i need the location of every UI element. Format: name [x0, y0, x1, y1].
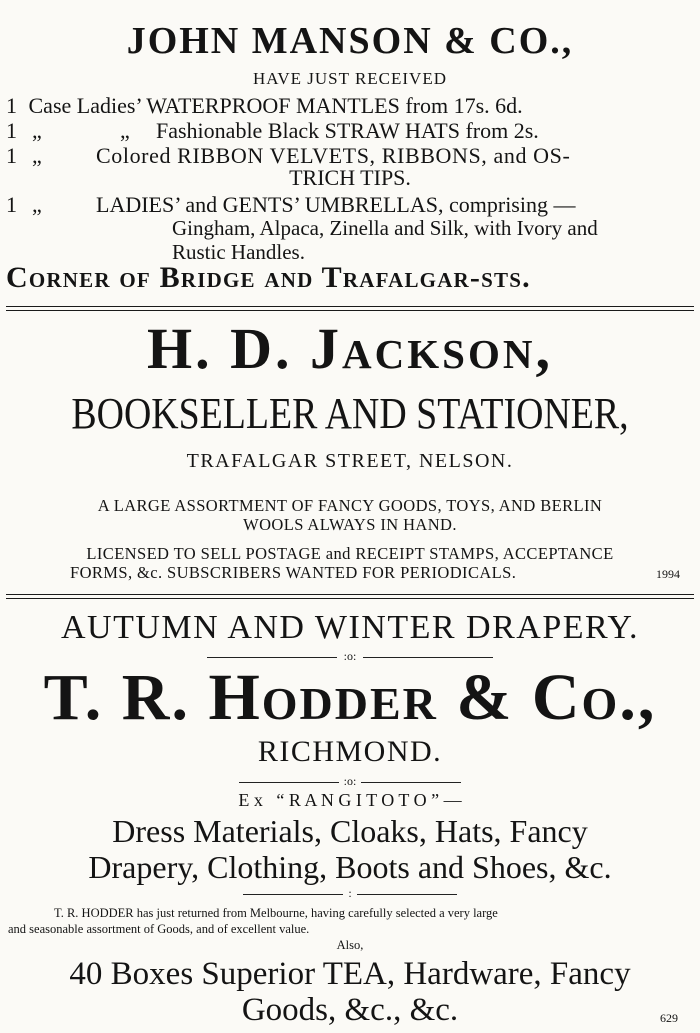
line-text: Colored RIBBON VELVETS, RIBBONS, and OS-: [96, 143, 571, 168]
hodder-headline: AUTUMN AND WINTER DRAPERY.: [60, 609, 639, 646]
ornament: :: [348, 886, 352, 900]
manson-line-3-continued: TRICH TIPS.: [289, 165, 411, 190]
manson-title: JOHN MANSON & CO.,: [126, 20, 574, 62]
hodder-ship-line: E x “ R A N G I T O T O ” —: [238, 790, 462, 810]
divider: [6, 594, 694, 599]
hodder-notice-continued: and seasonable assortment of Goods, and of excellent value.: [8, 922, 310, 936]
jackson-paragraph-1: A LARGE ASSORTMENT OF FANCY GOODS, TOYS, AND BERLIN: [97, 496, 603, 515]
manson-address: Corner of Bridge and Trafalgar-sts.: [6, 261, 531, 294]
line-qty: 1: [6, 143, 17, 168]
jackson-address: TRAFALGAR STREET, NELSON.: [186, 450, 514, 472]
ditto-mark: „: [120, 118, 130, 143]
line-qty: 1: [6, 93, 17, 118]
ornament-rule: [0, 774, 700, 788]
divider: [6, 306, 694, 311]
jackson-subtitle: BOOKSELLER AND STATIONER,: [71, 389, 629, 438]
ditto-mark: „: [32, 143, 42, 168]
line-text: LADIES’ and GENTS’ UMBRELLAS, comprising —: [96, 192, 576, 217]
hodder-goods-line-1: Dress Materials, Cloaks, Hats, Fancy: [112, 813, 588, 849]
ornament: :o:: [343, 774, 357, 788]
jackson-paragraph-2-continued: FORMS, &c. SUBSCRIBERS WANTED FOR PERIODICALS.: [70, 563, 517, 582]
line-text: Case Ladies’ WATERPROOF MANTLES from 17s. 6d.: [28, 93, 523, 118]
jackson-reference-number: 1994: [656, 567, 680, 581]
jackson-title: H. D. Jackson,: [147, 316, 553, 381]
manson-subtitle: HAVE JUST RECEIVED: [253, 69, 447, 88]
hodder-location: RICHMOND.: [257, 735, 443, 768]
ditto-mark: „: [32, 192, 42, 217]
hodder-tea-line-2: Goods, &c., &c.: [241, 992, 459, 1028]
line-text: Fashionable Black STRAW HATS from 2s.: [156, 118, 539, 143]
line-qty: 1: [6, 118, 17, 143]
ornament-rule: [0, 886, 700, 900]
manson-line-4-continued: Gingham, Alpaca, Zinella and Silk, with Ivory and: [172, 216, 598, 240]
manson-line-2: [6, 118, 696, 144]
jackson-paragraph-1-continued: WOOLS ALWAYS IN HAND.: [243, 515, 457, 534]
manson-line-4-continued: Rustic Handles.: [172, 240, 305, 264]
hodder-tea-line-1: 40 Boxes Superior TEA, Hardware, Fancy: [69, 956, 631, 992]
ditto-mark: „: [32, 118, 42, 143]
manson-line-1: [6, 92, 523, 120]
hodder-name: T. R. Hodder & Co.,: [43, 661, 657, 734]
ornament: :o:: [343, 649, 357, 663]
jackson-paragraph-2: LICENSED TO SELL POSTAGE and RECEIPT STAMPS, ACCEPTANCE: [86, 544, 614, 563]
hodder-goods-line-2: Drapery, Clothing, Boots and Shoes, &c.: [88, 849, 612, 885]
hodder-also: Also,: [336, 938, 364, 952]
manson-line-4: [6, 192, 696, 218]
line-qty: 1: [6, 192, 17, 217]
hodder-notice: T. R. HODDER has just returned from Melbourne, having carefully selected a very large: [54, 906, 498, 920]
hodder-reference-number: 629: [660, 1011, 678, 1025]
